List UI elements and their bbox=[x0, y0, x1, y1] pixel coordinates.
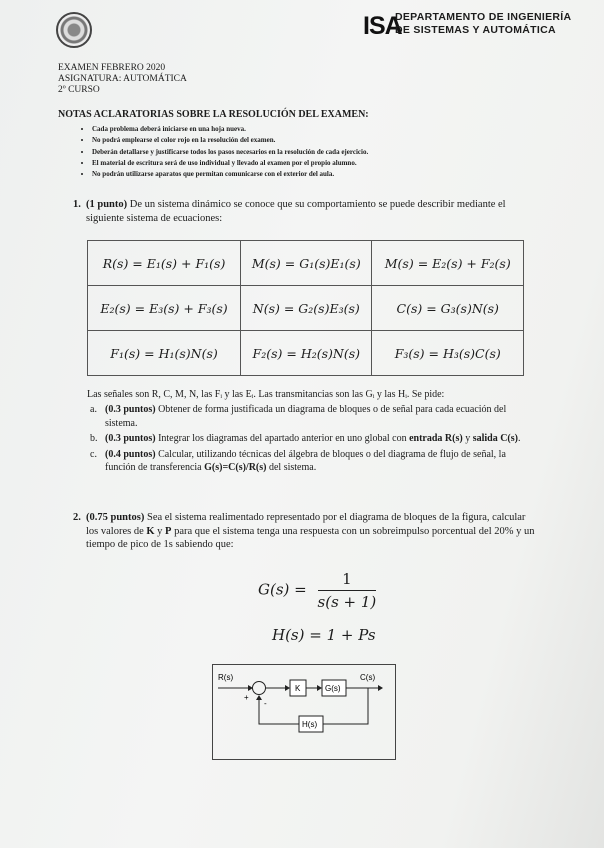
question-points: (1 punto) bbox=[86, 199, 128, 210]
university-seal bbox=[56, 12, 92, 48]
h-block-label: H(s) bbox=[302, 720, 318, 729]
subquestion-list bbox=[87, 403, 527, 477]
subquestion-a: a. (0.3 puntos) Obtener de forma justificada un diagrama de bloques o de señal para cada ecuación del sistema. bbox=[90, 404, 507, 429]
exam-title: EXAMEN FEBRERO 2020 bbox=[58, 63, 166, 73]
k-block-label: K bbox=[295, 684, 301, 693]
note-item: • No podrá emplearse el color rojo en la resolución del examen. bbox=[92, 135, 368, 146]
minus-sign: - bbox=[264, 699, 267, 708]
equation-cell: C(s) = G₃(s)N(s) bbox=[372, 286, 524, 331]
question-points: (0.75 puntos) bbox=[86, 512, 145, 523]
subquestion-c: c. (0.4 puntos) Calcular, utilizando técnicas del álgebra de bloques o del diagrama de flujo de señal, la función de transferencia G(s)=C(s)/R(s) del sistema. bbox=[90, 448, 506, 473]
notes-title: NOTAS ACLARATORIAS SOBRE LA RESOLUCIÓN DEL EXAMEN: bbox=[58, 109, 369, 120]
exam-course: 2º CURSO bbox=[58, 85, 100, 95]
subquestion-b: b. (0.3 puntos) Integrar los diagramas del apartado anterior en uno global con entrada R(s) y salida C(s). bbox=[90, 433, 521, 444]
note-item: • Cada problema deberá iniciarse en una hoja nueva. bbox=[92, 124, 368, 135]
equation-cell: F₂(s) = H₂(s)N(s) bbox=[241, 331, 372, 376]
question-1 bbox=[73, 198, 538, 225]
g-equation: G(s) = $\frac{1}{s(s + 1)}$ bbox=[258, 570, 377, 611]
exam-subject: ASIGNATURA: AUTOMÁTICA bbox=[58, 74, 187, 84]
equation-cell: R(s) = E₁(s) + F₁(s) bbox=[88, 241, 241, 286]
note-item: • El material de escritura será de uso individual y llevado al examen por el propio alumno. bbox=[92, 158, 368, 169]
question-number: 2. bbox=[73, 512, 81, 523]
summing-junction bbox=[253, 682, 266, 695]
input-label: R(s) bbox=[218, 673, 234, 682]
signals-text: Las señales son R, C, M, N, las Fᵢ y las Eᵢ. Las transmitancias son las Gᵢ y las Hᵢ. Se pide: bbox=[87, 389, 445, 400]
equation-cell: F₃(s) = H₃(s)C(s) bbox=[372, 331, 524, 376]
exam-header bbox=[58, 63, 187, 96]
question-number: 1. bbox=[73, 199, 81, 210]
question-2: 2. (0.75 puntos) Sea el sistema realimentado representado por el diagrama de bloques de la figura, calcular los valores de K y P para que el sistema tenga una respuesta con un sobreimpulso porcentual del 20% y un tiempo de pico de 1s sabiendo que: bbox=[73, 512, 535, 550]
g-fraction bbox=[318, 570, 377, 611]
note-item: • Deberán detallarse y justificarse todos los pasos necesarios en la resolución de cada ejercicio. bbox=[92, 147, 368, 158]
question-text: De un sistema dinámico se conoce que su comportamiento se puede describir mediante el siguiente sistema de ecuaciones: bbox=[86, 199, 506, 224]
notes-list bbox=[78, 124, 368, 180]
sum-to-k-arrow bbox=[285, 685, 290, 691]
equation-cell: M(s) = G₁(s)E₁(s) bbox=[241, 241, 372, 286]
block-diagram bbox=[212, 664, 396, 760]
equation-table bbox=[87, 240, 524, 376]
g-numerator: 1 bbox=[318, 570, 377, 591]
output-arrow bbox=[378, 685, 383, 691]
equation-cell: F₁(s) = H₁(s)N(s) bbox=[88, 331, 241, 376]
k-to-g-arrow bbox=[317, 685, 322, 691]
g-denominator: s(s + 1) bbox=[317, 593, 377, 611]
note-item: • No podrán utilizarse aparatos que permitan comunicarse con el exterior del aula. bbox=[92, 169, 368, 180]
plus-sign: + bbox=[244, 693, 249, 702]
equation-cell: N(s) = G₂(s)E₃(s) bbox=[241, 286, 372, 331]
department-name: DEPARTAMENTO DE INGENIERÍA DE SISTEMAS Y AUTOMÁTICA bbox=[395, 11, 572, 36]
equation-cell: E₂(s) = E₃(s) + F₃(s) bbox=[88, 286, 241, 331]
output-label: C(s) bbox=[360, 673, 376, 682]
isa-logo: ISA bbox=[363, 12, 402, 40]
h-equation: H(s) = 1 + Ps bbox=[272, 626, 376, 644]
g-block-label: G(s) bbox=[325, 684, 341, 693]
feedback-return-arrow bbox=[256, 695, 262, 700]
equation-cell: M(s) = E₂(s) + F₂(s) bbox=[372, 241, 524, 286]
